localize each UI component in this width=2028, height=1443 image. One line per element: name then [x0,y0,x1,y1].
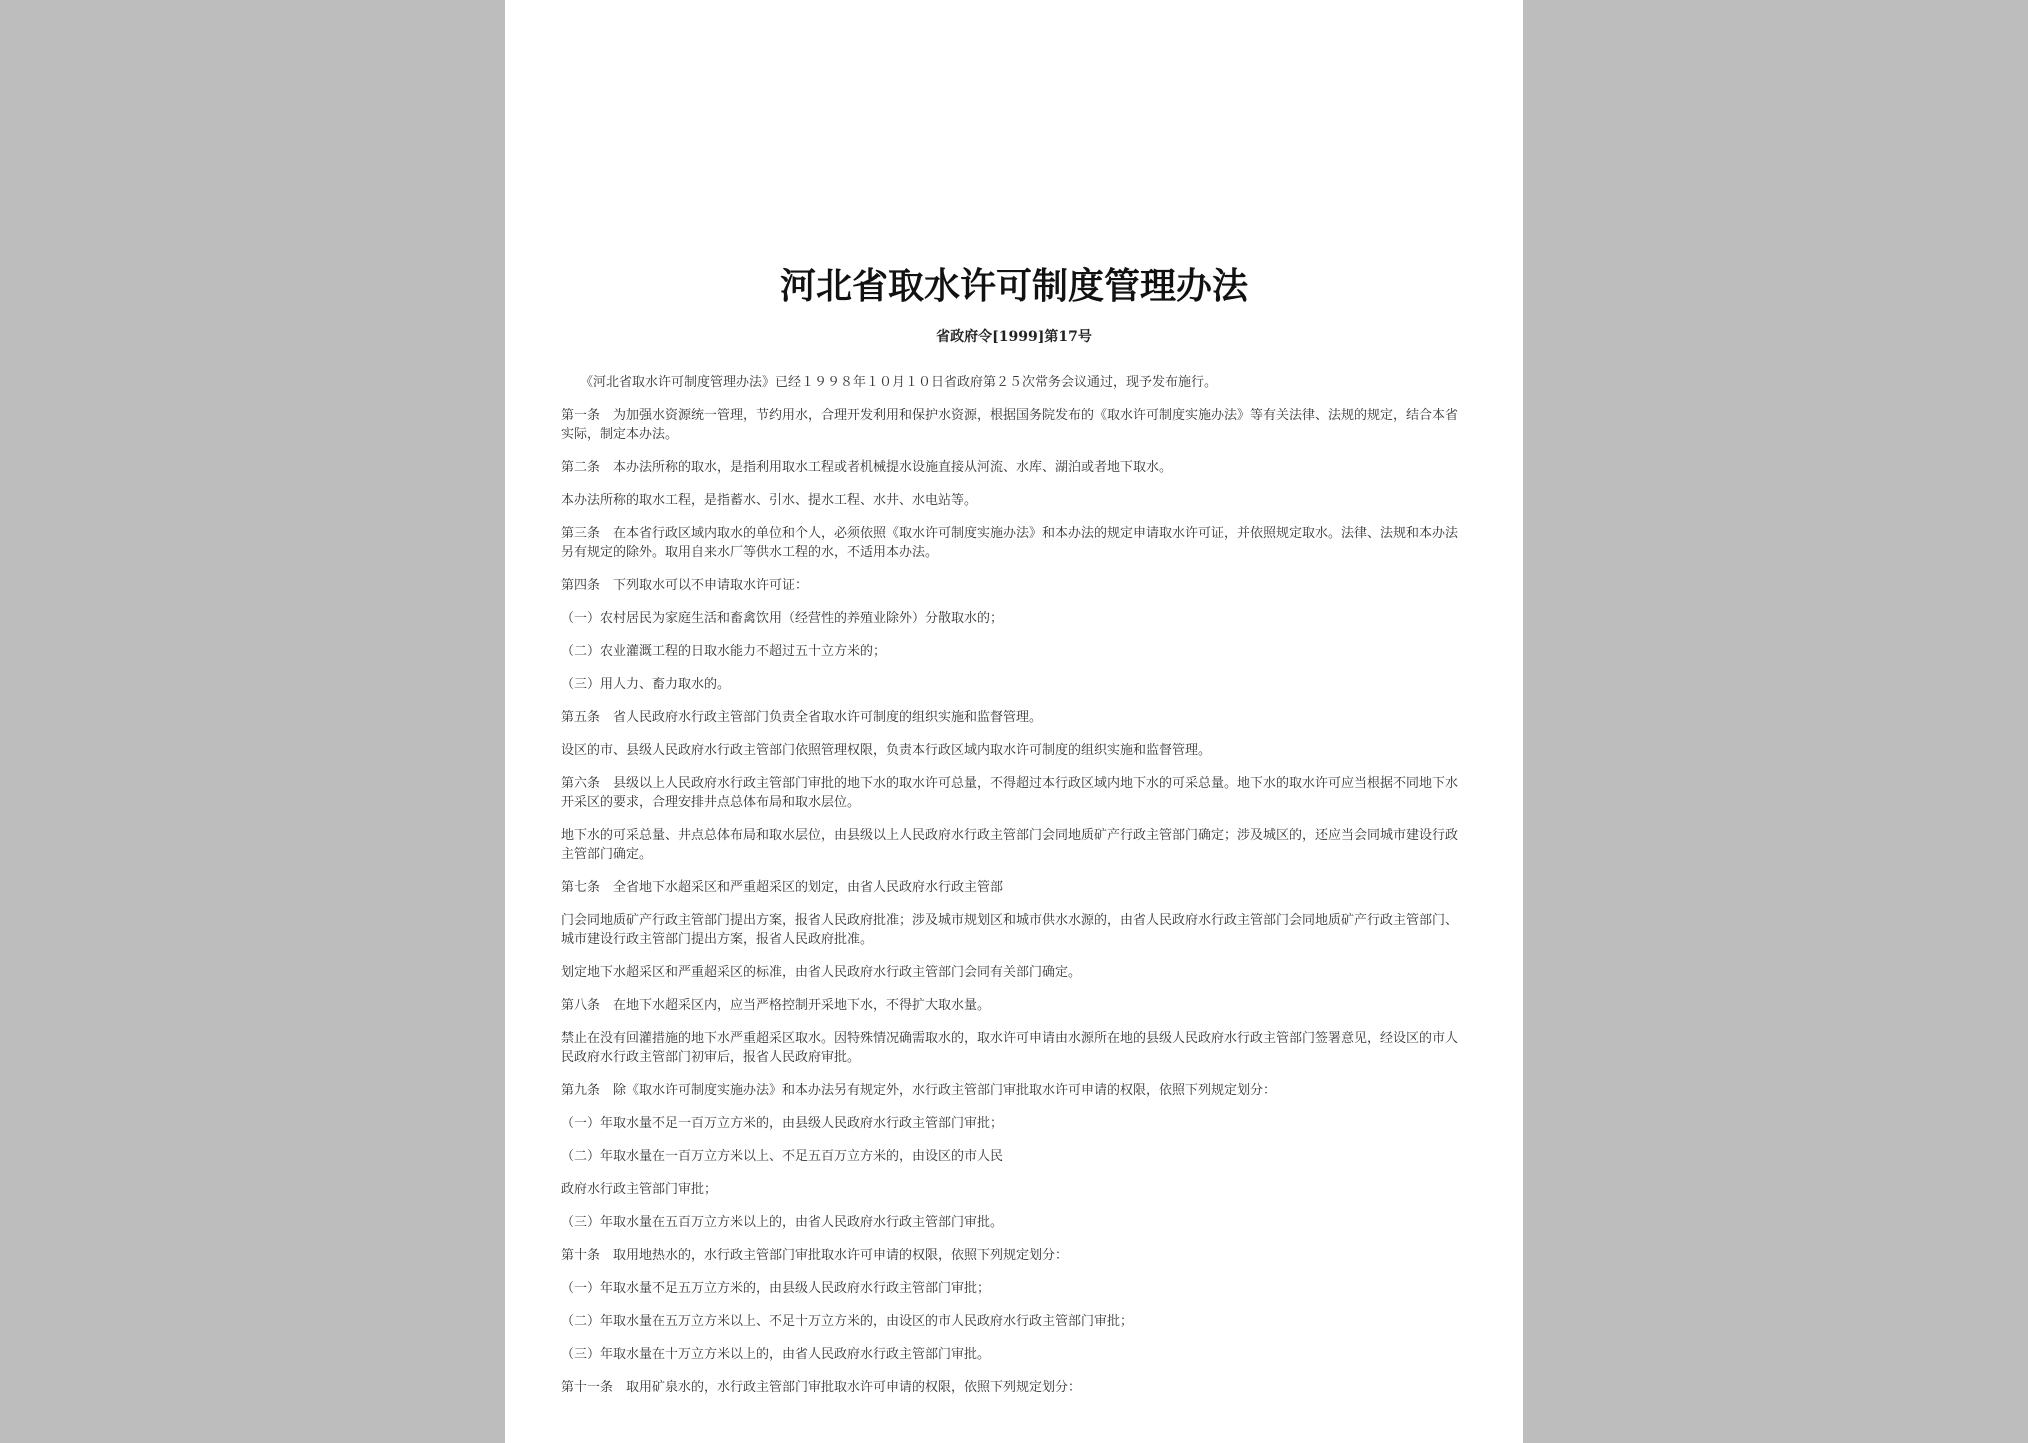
paragraph: 本办法所称的取水工程，是指蓄水、引水、提水工程、水井、水电站等。 [561,493,978,508]
paragraph: （一）年取水量不足一百万立方米的，由县级人民政府水行政主管部门审批； [561,1116,1004,1131]
paragraph: 第一条 为加强水资源统一管理，节约用水，合理开发利用和保护水资源，根据国务院发布的《取水许可制度实施办法》等有关法律、法规的规定，结合本省实际，制定本办法。 [561,408,1459,442]
paragraph: 门会同地质矿产行政主管部门提出方案，报省人民政府批准；涉及城市规划区和城市供水水源的，由省人民政府水行政主管部门会同地质矿产行政主管部门、城市建设行政主管部门提出方案，报省人民政府批准。 [561,913,1459,947]
paragraph: 划定地下水超采区和严重超采区的标准，由省人民政府水行政主管部门会同有关部门确定。 [561,965,1082,980]
document-title: 河北省取水许可制度管理办法 [779,265,1248,307]
paragraph: 第十一条 取用矿泉水的，水行政主管部门审批取水许可申请的权限，依照下列规定划分： [561,1380,1082,1395]
document-page [505,0,1523,1443]
paragraph: （三）年取水量在十万立方米以上的，由省人民政府水行政主管部门审批。 [561,1347,991,1362]
paragraph: 地下水的可采总量、井点总体布局和取水层位，由县级以上人民政府水行政主管部门会同地质矿产行政主管部门确定；涉及城区的，还应当会同城市建设行政主管部门确定。 [561,828,1459,862]
paragraph: 第四条 下列取水可以不申请取水许可证： [561,578,809,593]
paragraph: 第十条 取用地热水的，水行政主管部门审批取水许可申请的权限，依照下列规定划分： [561,1248,1069,1263]
paragraph: 第八条 在地下水超采区内，应当严格控制开采地下水，不得扩大取水量。 [561,998,991,1013]
paragraph: （三）用人力、畜力取水的。 [561,677,731,692]
paragraph: （二）年取水量在一百万立方米以上、不足五百万立方米的，由设区的市人民 [561,1149,1004,1164]
paragraph: （一）年取水量不足五万立方米的，由县级人民政府水行政主管部门审批； [561,1281,991,1296]
paragraph: 禁止在没有回灌措施的地下水严重超采区取水。因特殊情况确需取水的，取水许可申请由水源所在地的县级人民政府水行政主管部门签署意见，经设区的市人民政府水行政主管部门初审后，报省人民政府审批。 [561,1031,1459,1065]
paragraph: 设区的市、县级人民政府水行政主管部门依照管理权限，负责本行政区域内取水许可制度的组织实施和监督管理。 [561,743,1212,758]
paragraph: （二）年取水量在五万立方米以上、不足十万立方米的，由设区的市人民政府水行政主管部门审批； [561,1314,1134,1329]
paragraph: 第二条 本办法所称的取水，是指利用取水工程或者机械提水设施直接从河流、水库、湖泊或者地下取水。 [561,460,1173,475]
order-number: 省政府令[1999]第17号 [936,329,1092,345]
document-body [561,373,1467,1411]
paragraph: （三）年取水量在五百万立方米以上的，由省人民政府水行政主管部门审批。 [561,1215,1004,1230]
paragraph: 政府水行政主管部门审批； [561,1182,718,1197]
paragraph: （一）农村居民为家庭生活和畜禽饮用（经营性的养殖业除外）分散取水的； [561,611,1004,626]
paragraph: 《河北省取水许可制度管理办法》已经１９９８年１０月１０日省政府第２５次常务会议通过，现予发布施行。 [580,375,1218,390]
paragraph: （二）农业灌溉工程的日取水能力不超过五十立方米的； [561,644,887,659]
paragraph: 第七条 全省地下水超采区和严重超采区的划定，由省人民政府水行政主管部 [561,880,1004,895]
paragraph: 第六条 县级以上人民政府水行政主管部门审批的地下水的取水许可总量，不得超过本行政区域内地下水的可采总量。地下水的取水许可应当根据不同地下水开采区的要求，合理安排井点总体布局和取水层位。 [561,776,1459,810]
paragraph: 第九条 除《取水许可制度实施办法》和本办法另有规定外，水行政主管部门审批取水许可申请的权限，依照下列规定划分： [561,1083,1277,1098]
paragraph: 第三条 在本省行政区域内取水的单位和个人，必须依照《取水许可制度实施办法》和本办法的规定申请取水许可证，并依照规定取水。法律、法规和本办法另有规定的除外。取用自来水厂等供水工程的水，不适用本办法。 [561,526,1459,560]
paragraph: 第五条 省人民政府水行政主管部门负责全省取水许可制度的组织实施和监督管理。 [561,710,1043,725]
